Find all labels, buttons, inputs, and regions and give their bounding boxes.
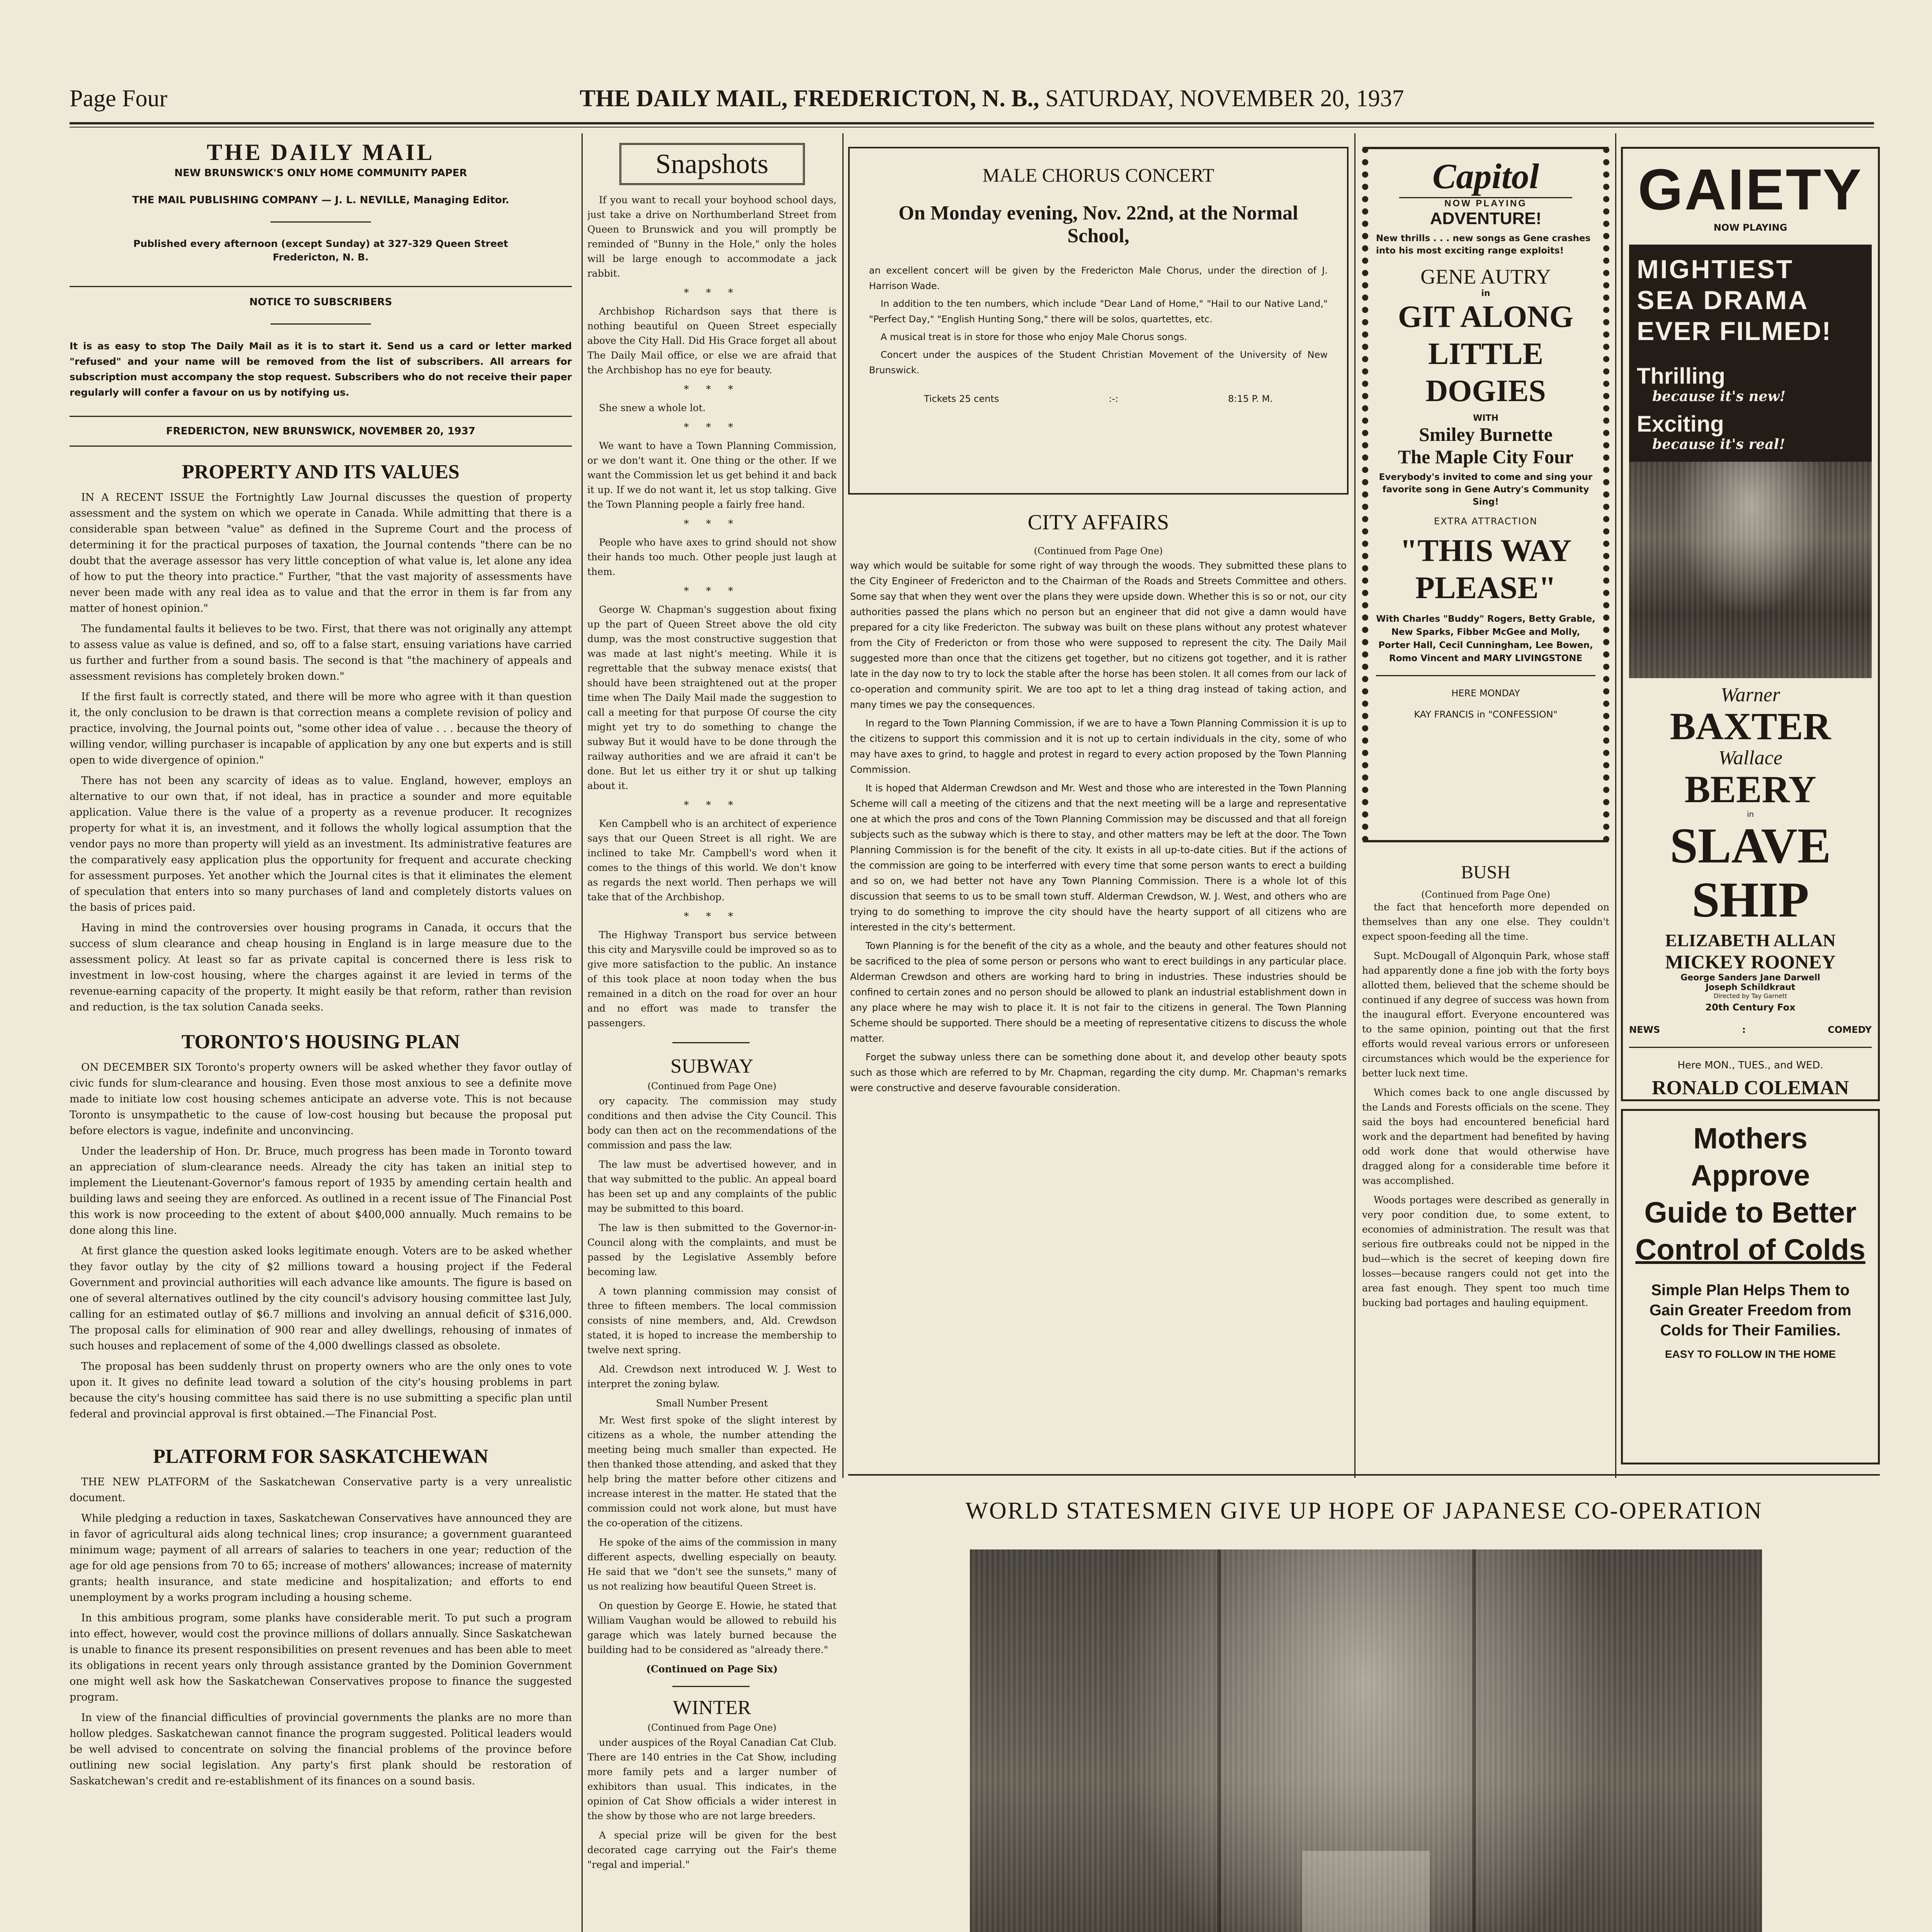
- capitol-invite: Everybody's invited to come and sing your favorite song in Gene Autry's Community Sing!: [1379, 472, 1593, 507]
- gaiety-in-2: [1629, 1099, 1872, 1101]
- paragraph: THE NEW PLATFORM of the Saskatchewan Conservative party is a very unrealistic document.: [70, 1476, 572, 1504]
- capitol-name: Capitol: [1432, 156, 1539, 196]
- star-separator: * * *: [684, 911, 740, 922]
- subway-subhead: Small Number Present: [656, 1398, 768, 1409]
- capitol-theatre-ad: [1362, 147, 1609, 842]
- paragraph: Under the leadership of Hon. Dr. Bruce, much progress has been made in Toronto toward an appreciation of slum-clearance needs. Already the city has taken an initial step to implement the Lieutenant-Governor's famous report of 1935 by amending certain health and building laws and seeing they are enforced. As outlined in a recent issue of The Financial Post this work is now proceeding to the extent of about $400,000 annually. Much remains to be done along this line.: [70, 1145, 572, 1236]
- star-separator: * * *: [684, 287, 740, 299]
- photo-column-divider: [1217, 1549, 1221, 1932]
- gaiety-studio-logo: 20th Century Fox: [1705, 1002, 1796, 1013]
- paragraph: In addition to the ten numbers, which include "Dear Land of Home," "Hail to our Native Land," "Perfect Day," "English Hunting Song," there will be solos, quartettes, etc.: [869, 298, 1328, 325]
- paragraph: In regard to the Town Planning Commission, if we are to have a Town Planning Commission it is up to the citizens to support this commission and it is not up to certain individuals in the city, some of who may have axes to grind, to haggle and protest in regard to every action proposed by the Town Planning Commission.: [850, 718, 1347, 775]
- winter-rule: [672, 1686, 750, 1687]
- chorus-time: 8:15 P. M.: [1228, 393, 1273, 404]
- bush-body: [1362, 900, 1609, 1310]
- capitol-extra: EXTRA ATTRACTION: [1434, 516, 1538, 527]
- paper-date: SATURDAY, NOVEMBER 20, 1937: [1045, 85, 1404, 112]
- mothers-ad-line-3: Control of Colds: [1635, 1233, 1866, 1266]
- city-affairs-body: [850, 558, 1347, 1096]
- paragraph: Concert under the auspices of the Student Christian Movement of the University of New Brunswick.: [869, 349, 1328, 376]
- photo-table: [1302, 1851, 1430, 1932]
- masthead-rule-2: [70, 286, 572, 287]
- paragraph: the fact that henceforth more depended on themselves than any one else. They couldn't expect spoon-feeding all the time.: [1362, 901, 1609, 942]
- photo-column-divider: [1472, 1549, 1476, 1932]
- gaiety-now-playing: NOW PLAYING: [1713, 222, 1787, 233]
- capitol-costar-2: The Maple City Four: [1398, 446, 1574, 468]
- paragraph: ON DECEMBER SIX Toronto's property owners will be asked whether they favor outlay of civic funds for slum-clearance and housing. Even those most anxious to see a definite move made to initiate low cost housing schemes anticipate an adverse vote. This is not because Toronto is unsympathetic to the cause of low-cost housing but because the proposal put before electors is vague, indefinite and unconvincing.: [70, 1061, 572, 1137]
- paragraph: Woods portages were described as generally in very poor condition due, to some extent, to economies of administration. The result was that serious fire outbreaks could not be nipped in the bud—which is the secret of keeping down fire losses—because rangers could not get into the area fast enough. They spent too much time bucking bad portages and hauling equipment.: [1362, 1194, 1609, 1308]
- winter-body: [587, 1735, 837, 1872]
- gaiety-rule: [1629, 1047, 1872, 1048]
- subway-cont-on: (Continued on Page Six): [646, 1663, 778, 1675]
- gaiety-separator: :: [1742, 1024, 1746, 1035]
- gaiety-thrilling-label: Thrilling: [1637, 364, 1725, 389]
- gaiety-here: Here MON., TUES., and WED.: [1677, 1060, 1823, 1071]
- paragraph: The law is then submitted to the Governor-in-Council along with the complaints, and must be passed by the Legislative Assembly before becoming law.: [587, 1222, 837, 1277]
- gaiety-cast-3: George Sanders Jane Darwell: [1680, 973, 1820, 983]
- world-top-rule: [848, 1474, 1880, 1476]
- chorus-title: MALE CHORUS CONCERT: [982, 164, 1214, 186]
- subway-body: [587, 1094, 837, 1677]
- editorial-title-1: PROPERTY AND ITS VALUES: [182, 461, 460, 483]
- paper-title: THE DAILY MAIL, FREDERICTON, N. B.,: [580, 85, 1039, 112]
- paragraph: He spoke of the aims of the commission in many different aspects, dwelling especially on beauty. He said that we "don't see the sunsets," many of us not realizing how beautiful Queen Street is.: [587, 1537, 837, 1592]
- snapshot-item: The Highway Transport bus service between this city and Marysville could be improved so as to give more satisfaction to the public. An instance of this took place at noon today when the bus remained in a ditch on the road for over an hour and no effort was made to transfer the passengers.: [587, 929, 837, 1029]
- bush-title: BUSH: [1461, 862, 1511, 883]
- mothers-ad-line-5: EASY TO FOLLOW IN THE HOME: [1665, 1348, 1836, 1360]
- paragraph: There has not been any scarcity of ideas as to value. England, however, employs an alternative to our own that, if not ideal, has in practice a sounder and more equitable application. Value there is the value of a property as a revenue producer. It recognizes property for what it is, an investment, and it follows the wholly logical assumption that the vendor pays no more than property will yield as an investment. Its administrative features are the comparatively easy application plus the opportunity for frequent and accurate checking for assessment purposes. Yet another which the Journal cites is that it eliminates the element of speculation that enters into so many purchases of land and completely distorts values on the basis of prices paid.: [70, 775, 572, 913]
- city-affairs-title: CITY AFFAIRS: [1027, 510, 1169, 534]
- divider-4: [1615, 133, 1616, 1478]
- dateline-rule: [70, 446, 572, 447]
- snapshots-title: Snapshots: [655, 148, 769, 179]
- star-separator: * * *: [684, 422, 740, 433]
- world-headline: WORLD STATESMEN GIVE UP HOPE OF JAPANESE CO-OPERATION: [965, 1498, 1763, 1524]
- snapshot-item: People who have axes to grind should not show their hands too much. Other people just laugh at them.: [587, 537, 837, 577]
- capitol-adventure: ADVENTURE!: [1430, 209, 1542, 228]
- bush-cont-from: (Continued from Page One): [1421, 889, 1550, 900]
- paragraph: The fundamental faults it believes to be two. First, that there was not originally any attempt to assess value as value is defined, and so, off to a false start, ensuing variations have carried us further and further from a sound basis. The second is that "the machinery of appeals and assessment revisions has completely broken down.": [70, 623, 572, 682]
- capitol-thrills: New thrills . . . new songs as Gene crashes into his most exciting range exploits!: [1376, 233, 1591, 256]
- editorial-body-2: [70, 1060, 572, 1422]
- snapshots-body: [587, 193, 837, 1031]
- gaiety-cast-2: MICKEY ROONEY: [1665, 951, 1836, 973]
- paragraph: Mr. West first spoke of the slight interest by citizens as a whole, the number attending the meeting being much smaller than expected. He then thanked those attending, and asked that they help bring the matter before other citizens and increase interest in the matter. He stated that the commission could not work alone, but must have the co-operation of the citizens.: [587, 1415, 837, 1529]
- editorial-body-3: [70, 1474, 572, 1789]
- paragraph: Forget the subway unless there can be something done about it, and develop other beauty spots such as those which are referred to by Mr. Chapman, regarding the city dump. Mr. Chapman's remarks were constructive and deserve favourable consideration.: [850, 1051, 1347, 1094]
- capitol-next-film: KAY FRANCIS in "CONFESSION": [1414, 709, 1558, 720]
- header-rule-2: [70, 127, 1874, 128]
- editorial-title-2: TORONTO'S HOUSING PLAN: [181, 1031, 460, 1053]
- gaiety-warner: Warner: [1720, 684, 1781, 706]
- editorial-body-1: [70, 490, 572, 1015]
- subway-title: SUBWAY: [670, 1055, 753, 1077]
- capitol-cast-2: With Charles "Buddy" Rogers, Betty Grable, New Sparks, Fibber McGee and Molly, Porter Hall, Cecil Cunningham, Lee Bowen, Romo Vincent and MARY LIVINGSTONE: [1376, 614, 1595, 663]
- chorus-separator: :-:: [1109, 393, 1119, 404]
- winter-title: WINTER: [673, 1697, 751, 1719]
- snapshot-item: Archbishop Richardson says that there is nothing beautiful on Queen Street especially above the City Hall. Did His Grace forget all about The Daily Mail office, or else we are afraid that the Archbishop has no eye for beauty.: [587, 306, 837, 376]
- city-affairs-column: [850, 502, 1347, 1464]
- paragraph: IN A RECENT ISSUE the Fortnightly Law Journal discusses the question of property assessment and the system on which we operate in Canada. While admitting that there is a considerable span between "value" as defined in the Supreme Court and the process of determining it for the practical purposes of taxation, the Journal contends "there can be no doubt that the average assessor has very little conception of what value is, let alone any idea of how to put the theory into practice." Further, "that the vast majority of assessments have never been made with any real idea as to value and that the error in them is far from any matter of honest opinion.": [70, 492, 572, 614]
- paragraph: While pledging a reduction in taxes, Saskatchewan Conservatives have announced they are in favor of agricultural aids along technical lines; crop insurance; a government guaranteed minimum wage; payment of all arrears of salaries to teachers in one year; reduction of the age for old age pensions from 70 to 65; increase of mothers' allowances; increase of maternity grants; health insurance, and state medicine and hospitalization; and efforts to end unemployment by a works program including a housing scheme.: [70, 1512, 572, 1604]
- gaiety-banner: [1629, 245, 1872, 462]
- gaiety-credits: Directed by Tay Garnett: [1713, 992, 1787, 1000]
- gaiety-in: in: [1747, 810, 1754, 819]
- paragraph: Town Planning is for the benefit of the city as a whole, and the beauty and other features should not be sacrificed to the plea of some person or persons who want to erect buildings in any particular place. Alderman Crewdson and others are working hard to bring in industries. These industries should be confined to certain zones and no person should be allowed to plank an industrial establishment down in any place where he may wish to place it. It is not fair to the citizens in general. The Town Planning Scheme should be supported. There should be a meeting of representative citizens to discuss the whole matter.: [850, 940, 1347, 1044]
- chorus-body: [869, 263, 1328, 378]
- paragraph: an excellent concert will be given by the Fredericton Male Chorus, under the direction of J. Harrison Wade.: [869, 265, 1328, 291]
- notice-title: NOTICE TO SUBSCRIBERS: [249, 296, 392, 308]
- star-separator: * * *: [684, 518, 740, 530]
- paragraph: The proposal has been suddenly thrust on property owners who are the only ones to vote upon it. It gives no definite lead toward a solution of the city's housing problems in part because the city's housing committee has said there is no use submitting a specific plan until federal and provincial approval is first obtained.—The Financial Post.: [70, 1361, 572, 1420]
- masthead-company: THE MAIL PUBLISHING COMPANY — J. L. NEVILLE, Managing Editor.: [132, 194, 509, 206]
- city-affairs-cont-from: (Continued from Page One): [1034, 546, 1163, 556]
- world-statesmen-photo: [970, 1549, 1762, 1932]
- paragraph: In this ambitious program, some planks have considerable merit. To put such a program into effect, however, would cost the province millions of dollars annually. Since Saskatchewan is unable to finance its present responsibilities on present revenues and has been able to meet its obligations in recent years only through assistance granted by the Dominion Government one might well ask how the Saskatchewan Conservatives propose to finance the suggested program.: [70, 1612, 572, 1703]
- chorus-concert-box: [848, 147, 1349, 495]
- paragraph: The law must be advertised however, and in that way submitted to the public. An appeal board has been set up and any complaints of the public may be submitted to this board.: [587, 1159, 837, 1214]
- capitol-with: WITH: [1473, 413, 1498, 423]
- paragraph: A special prize will be given for the best decorated cage carrying out the Fair's theme "regal and imperial.": [587, 1830, 837, 1870]
- capitol-film: GIT ALONG LITTLE DOGIES: [1398, 300, 1574, 408]
- capitol-now-playing: NOW PLAYING: [1399, 197, 1572, 209]
- snapshot-item: If you want to recall your boyhood school days, just take a drive on Northumberland Street from Queen to Brunswick and you will promptly be reminded of "Bunny in the Hole," only the holes will be large enough to accommodate a jack rabbit.: [587, 194, 837, 279]
- gaiety-thrilling: [1637, 364, 1864, 405]
- gaiety-line-2: SEA DRAMA: [1637, 286, 1809, 315]
- gaiety-next-star: RONALD COLEMAN: [1652, 1077, 1849, 1099]
- gaiety-line-3: EVER FILMED!: [1637, 316, 1832, 346]
- gaiety-exciting-sub: because it's real!: [1652, 436, 1786, 452]
- star-separator: * * *: [684, 384, 740, 395]
- paragraph: At first glance the question asked looks legitimate enough. Voters are to be asked whether they favor outlay by the city of $2 millions toward a housing project if the Federal Government and provincial authorities will each advance like amounts. The figure is based on one of several alternatives outlined by the city council's advisory housing committee last July, calling for an estimated outlay of $6.7 millions and involving an annual deficit of $316,000. The proposal calls for elimination of 900 rear and alley dwellings, rehousing of inmates of such houses and replacement of some of the 4,000 dwellings classed as obsolete.: [70, 1245, 572, 1352]
- masthead-published: Published every afternoon (except Sunday) at 327-329 Queen Street: [133, 238, 508, 249]
- paragraph: A musical treat is in store for those who enjoy Male Chorus songs.: [881, 332, 1187, 342]
- winter-cont-from: (Continued from Page One): [647, 1722, 777, 1733]
- mothers-ad-line-4: Simple Plan Helps Them to Gain Greater Freedom from Colds for Their Families.: [1649, 1282, 1852, 1339]
- editorial-title-3: PLATFORM FOR SASKATCHEWAN: [153, 1446, 488, 1468]
- subway-cont-from: (Continued from Page One): [647, 1081, 777, 1092]
- masthead-city: Fredericton, N. B.: [272, 252, 369, 263]
- notice-rule-2: [70, 416, 572, 417]
- bush-column: [1362, 854, 1609, 1464]
- gaiety-cast-4: Joseph Schildkraut: [1705, 983, 1796, 992]
- notice-text: It is as easy to stop The Daily Mail as it is to start it. Send us a card or letter marked "refused" and your name will be removed from the list of subscribers. All arrears for subscription must accompany the stop request. Subscribers who do not receive their paper regularly will confer a favour on us by notifying us.: [70, 340, 572, 398]
- gaiety-exciting-label: Exciting: [1637, 412, 1724, 437]
- capitol-costar-1: Smiley Burnette: [1419, 423, 1553, 445]
- capitol-rule: [1376, 675, 1595, 676]
- gaiety-wallace: Wallace: [1718, 747, 1782, 769]
- gaiety-comedy: COMEDY: [1828, 1024, 1872, 1035]
- gaiety-theatre-ad: [1621, 147, 1880, 1101]
- notice-rule: [270, 323, 371, 325]
- star-separator: * * *: [684, 799, 740, 811]
- snapshot-item: George W. Chapman's suggestion about fixing up the part of Queen Street above the old city dump, was the most constructive suggestion that was made at last night's meeting. While it is regrettable that the subway menace exists( that should have been straightened out at the proper time when The Daily Mail made the suggestion to call a meeting for that purpose Of course the city might yet try to do something to change the subway But it would have to be done through the railway authorities and we are afraid it can't be done. But let us either try it or shut up talking about it.: [587, 604, 837, 791]
- divider-1: [582, 133, 583, 1932]
- mothers-approve-ad: [1621, 1109, 1880, 1464]
- snapshots-title-box: [619, 143, 805, 185]
- paragraph: Supt. McDougall of Algonquin Park, whose staff had apparently done a fine job with the forty boys allotted them, believed that the scheme should be continued if any degree of success was hown from the inaugural effort. Everyone encountered was to the same opinion, pointing out that the first efforts would reveal various errors or unforeseen circumstances which would be the experience for better luck next time.: [1362, 950, 1609, 1079]
- paragraph: Ald. Crewdson next introduced W. J. West to interpret the zoning bylaw.: [587, 1364, 837, 1389]
- paragraph: It is hoped that Alderman Crewdson and Mr. West and those who are interested in the Town Planning Scheme will call a meeting of the citizens and that the next meeting will be a large and representative one at which the pros and cons of the Town Planning Commission may be discussed and that all foreign subjects such as the subway which is there to stay, and other matters may be left at the door. The Town Planning Commission is for the benefit of the city. It exists in all up-to-date cities. But if the actions of the commission are going to be interferred with every time that some person wants to erect a building and so on, we had better not have any Town Planning Commission. There is a whole lot of this discussion that seems to us to be small town stuff. Alderman Crewdson, W. J. West, and others who are trying to do something to improve the city should have the hearty support of all citizens who are interested in the city's betterment.: [850, 782, 1347, 933]
- capitol-here-monday: HERE MONDAY: [1451, 688, 1520, 699]
- gaiety-cast-1: ELIZABETH ALLAN: [1665, 930, 1836, 950]
- paper-name: [580, 85, 1404, 112]
- snapshots-column: [587, 143, 837, 1932]
- snapshots-end-rule: [672, 1042, 750, 1043]
- paragraph: way which would be suitable for some right of way through the woods. They submitted these plans to the City Engineer of Fredericton and to the Chairman of the Roads and Streets Committee and others. Some say that when they went over the plans they were upside down. Whether this is so or not, our city authorities passed the plans which no person but an engineer that did not give a damn would have prepared for a city like Fredericton. The subway was built on these plans without any protest whatever from the City of Fredericton or from those who were supposed to represent the city. The Daily Mail suggested more than once that the citizens get together, but no citizens got together, and it is rather late in the day now to try to lock the stable after the horse has been stolen. It all comes from our lack of co-operation and community spirit. We are too apt to let a thing drag instead of taking action, and many times we pay the consequences.: [850, 560, 1347, 710]
- editorial-column: [70, 139, 572, 1932]
- paragraph: under auspices of the Royal Canadian Cat Club. There are 140 entries in the Cat Show, including more family pets and a larger number of exhibitors than usual. This indicates, in the opinion of Cat Show officials a wider interest in the show by those who are not large breeders.: [587, 1737, 837, 1821]
- gaiety-beery: BEERY: [1684, 768, 1816, 811]
- masthead-title: THE DAILY MAIL: [207, 139, 435, 165]
- capitol-in: in: [1481, 289, 1490, 298]
- snapshot-item: She snew a whole lot.: [599, 402, 706, 413]
- mothers-ad-line-2: Guide to Better: [1644, 1196, 1857, 1229]
- header-rule: [70, 122, 1874, 124]
- paragraph: A town planning commission may consist of three to fifteen members. The local commission consists of nine members, and, Ald. Crewdson stated, it is hoped to increase the membership to twelve next spring.: [587, 1286, 837, 1355]
- dateline: FREDERICTON, NEW BRUNSWICK, NOVEMBER 20, 1937: [166, 425, 476, 437]
- gaiety-name: GAIETY: [1638, 157, 1863, 222]
- snapshot-item: We want to have a Town Planning Commission, or we don't want it. One thing or the other. If we want the Commission let us get behind it and back it up. If we do not want it, let us stop talking. Give the Town Planning people a fairly free hand.: [587, 440, 837, 510]
- paragraph: Having in mind the controversies over housing programs in Canada, it occurs that the success of slum clearance and cheap housing in England is in large measure due to the assessment policy. At least so far as private capital is concerned there is less risk to investment in low-cost housing, where the charges against it are levied in terms of the revenue-earning capacity of the property. It might easily be that reform, rather than revision and reduction, is the tax solution Canada seeks.: [70, 922, 572, 1013]
- page-number: Page Four: [70, 85, 168, 112]
- capitol-star: GENE AUTRY: [1420, 265, 1551, 288]
- masthead-subtitle: NEW BRUNSWICK'S ONLY HOME COMMUNITY PAPER: [174, 167, 467, 179]
- capitol-film-2: "THIS WAY PLEASE": [1400, 533, 1572, 605]
- gaiety-line-1: MIGHTIEST: [1637, 255, 1794, 284]
- gaiety-film: SLAVE SHIP: [1670, 818, 1831, 928]
- chorus-tickets-row: [869, 393, 1328, 404]
- paragraph: On question by George E. Howie, he stated that William Vaughan would be allowed to rebuild his garage which was lately burned because the building had to be considered as "already there.": [587, 1600, 837, 1655]
- star-separator: * * *: [684, 585, 740, 597]
- gaiety-exciting: [1637, 412, 1864, 452]
- paragraph: If the first fault is correctly stated, and there will be more who agree with it than question it, the only conclusion to be drawn is that correction means a complete revision of policy and practice, involving, the Journal points out, "some other idea of value . . . because the theory of willing vendor, willing purchaser is incapable of application by any one but experts and is still open to wide divergence of opinion.": [70, 691, 572, 766]
- paragraph: ory capacity. The commission may study conditions and then advise the City Council. This body can then act on the recommendations of the commission and pass the law.: [587, 1095, 837, 1151]
- gaiety-film-still: [1629, 462, 1872, 678]
- gaiety-news: NEWS: [1629, 1024, 1660, 1035]
- paragraph: Which comes back to one angle discussed by the Lands and Forests officials on the scene. They said the boys had encountered beneficial hard work and the department had benefited by having odd work done that would otherwise have dragged along for a considerable time before it was accomplished.: [1362, 1087, 1609, 1186]
- gaiety-baxter: BAXTER: [1670, 705, 1831, 748]
- chorus-tickets: Tickets 25 cents: [923, 393, 999, 404]
- chorus-headline: On Monday evening, Nov. 22nd, at the Normal School,: [898, 202, 1298, 247]
- snapshot-item: Ken Campbell who is an architect of experience says that our Queen Street is all right. We are inclined to take Mr. Campbell's word when it comes to the things of this world. We don't know as regards the next world. Then perhaps we will take that of the Archbishop.: [587, 818, 837, 903]
- gaiety-thrilling-sub: because it's new!: [1652, 388, 1786, 405]
- divider-3: [1354, 133, 1355, 1478]
- mothers-ad-line-1: Mothers Approve: [1690, 1122, 1810, 1192]
- paragraph: In view of the financial difficulties of provincial governments the planks are no more than hollow pledges. Saskatchewan cannot finance the program suggested. Political leaders would be well advised to concentrate on solving the financial problems of the province before outlining new social legislation. Any party's first plank should be restoration of Saskatchewan's credit and re-establishment of its finances on a sound basis.: [70, 1712, 572, 1787]
- masthead-rule: [270, 221, 371, 223]
- gaiety-news-comedy-row: [1629, 1024, 1872, 1035]
- divider-2: [842, 133, 844, 1478]
